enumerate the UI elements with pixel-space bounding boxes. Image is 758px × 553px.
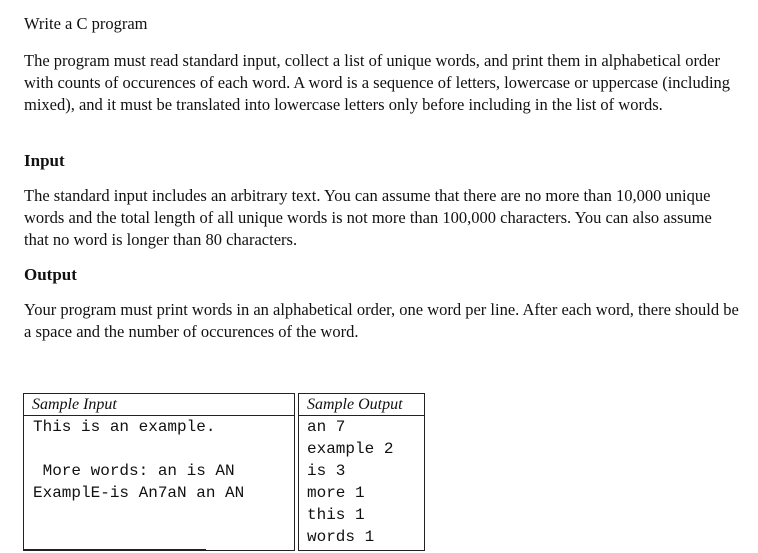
sample-input-header: Sample Input [24, 394, 294, 416]
sample-input-line: More words: an is AN [33, 462, 235, 480]
sample-output-line: an 7 [307, 418, 346, 436]
input-heading: Input [24, 151, 65, 170]
sample-output-header: Sample Output [299, 394, 424, 416]
sample-output-line: more 1 [307, 484, 365, 502]
sample-input-line: ExamplE-is An7aN an AN [33, 484, 245, 502]
input-paragraph: The standard input includes an arbitrary text. You can assume that there are no more than 10,000 unique words and the total length of all unique words is not more than 100,000 characters. You can also assume that no word is longer than 80 characters. [24, 186, 712, 249]
sample-input-line: This is an example. [33, 418, 216, 436]
sample-input-line [24, 438, 294, 460]
sample-output-box [298, 393, 425, 551]
sample-output-line: this 1 [307, 506, 365, 524]
sample-input-box [23, 393, 295, 551]
sample-output-line: words 1 [307, 528, 375, 546]
sample-output-line: example 2 [307, 440, 394, 458]
output-paragraph: Your program must print words in an alphabetical order, one word per line. After each word, there should be a space and the number of occurences of the word. [24, 300, 739, 341]
sample-output-line: is 3 [307, 462, 346, 480]
bottom-divider [23, 549, 206, 550]
output-heading: Output [24, 265, 77, 284]
intro-paragraph: The program must read standard input, collect a list of unique words, and print them in alphabetical order with counts of occurences of each word. A word is a sequence of letters, lowercase or uppercase (including mixed), and it must be translated into lowercase letters only before including in the list of words. [24, 51, 731, 114]
problem-title: Write a C program [24, 14, 148, 33]
